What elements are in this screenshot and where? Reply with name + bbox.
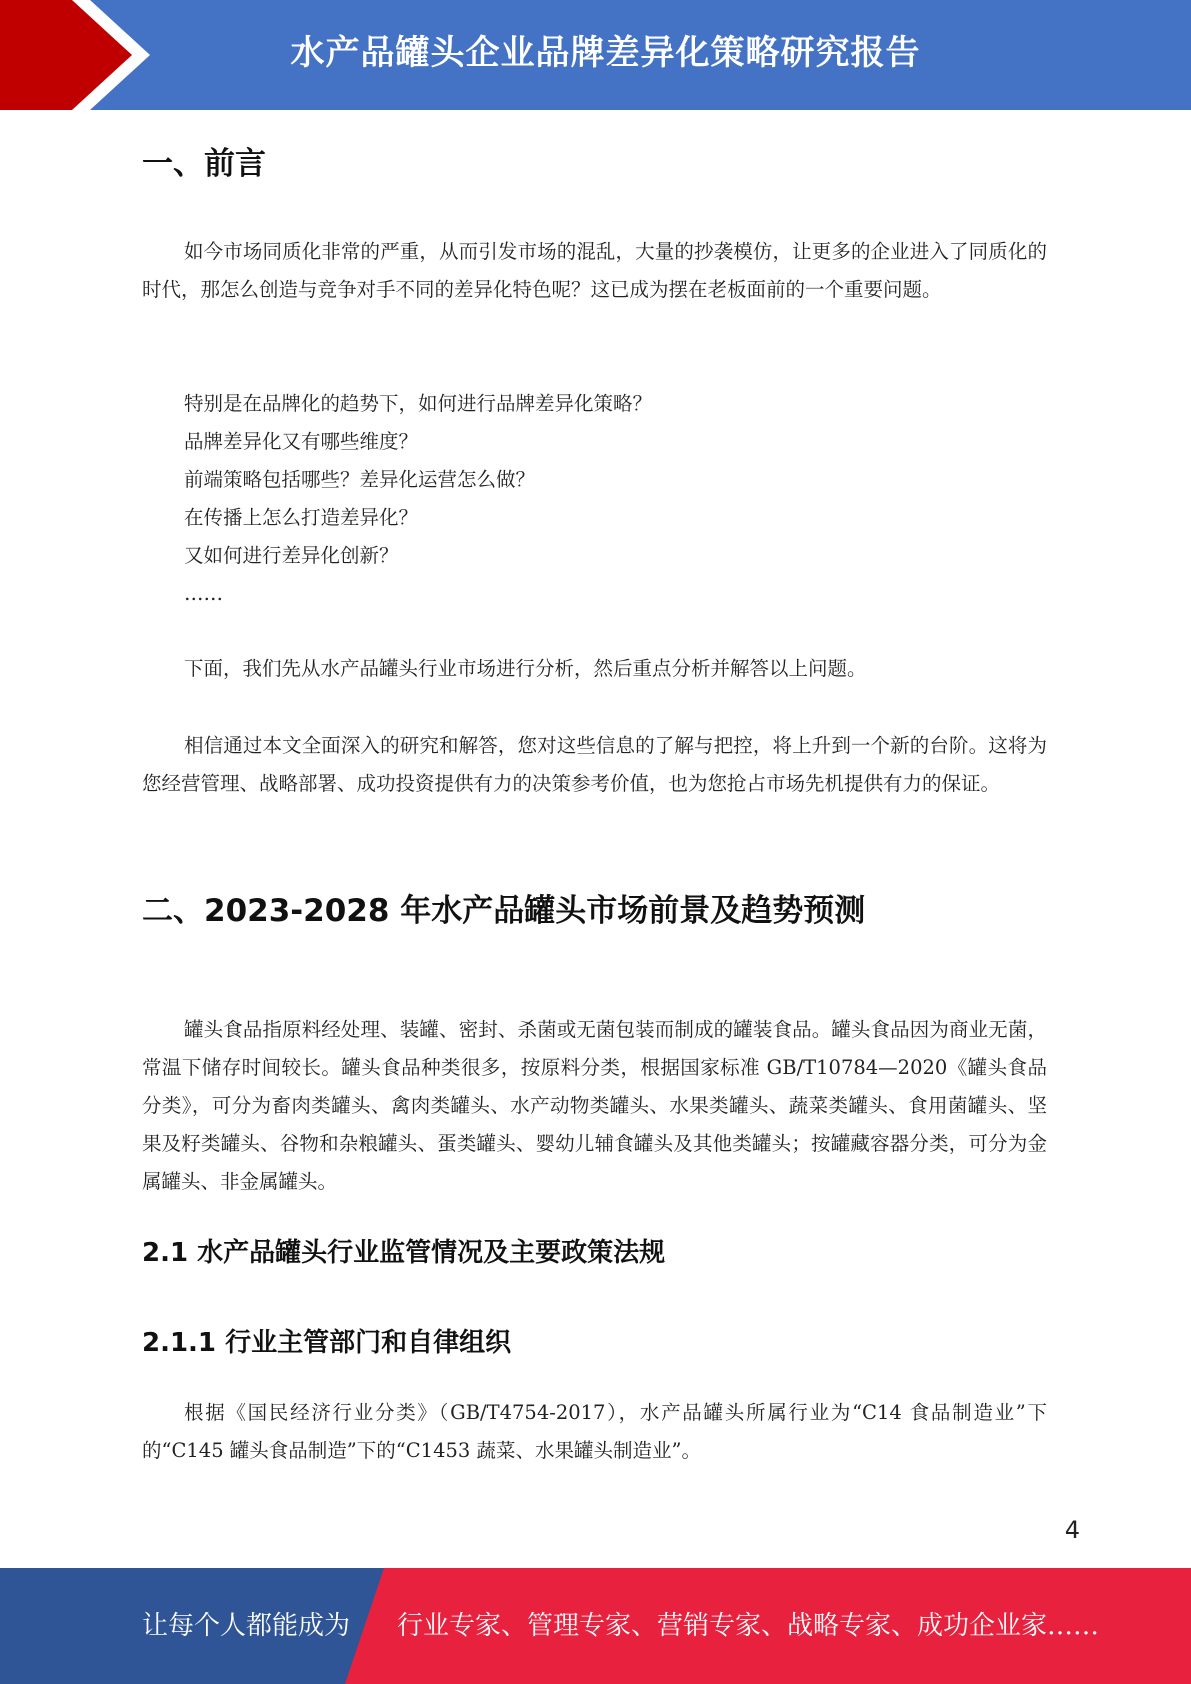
page-header-banner: [0, 0, 1191, 110]
subsection-heading-2-1-1: 2.1.1 行业主管部门和自律组织: [142, 1328, 512, 1358]
preface-paragraph-1: 如今市场同质化非常的严重，从而引发市场的混乱，大量的抄袭模仿，让更多的企业进入了同质化的时代，那怎么创造与竞争对手不同的差异化特色呢？这已成为摆在老板面前的一个重要问题。: [142, 240, 1047, 301]
footer-slogan-left: 让每个人都能成为: [142, 1611, 351, 1641]
question-item: 又如何进行差异化创新？: [184, 544, 399, 567]
section-heading-preface: 一、前言: [142, 146, 266, 182]
subsection-heading-2-1: 2.1 水产品罐头行业监管情况及主要政策法规: [142, 1238, 666, 1268]
section-heading-forecast: 二、2023-2028 年水产品罐头市场前景及趋势预测: [142, 893, 866, 929]
page-footer-banner: [0, 1568, 1191, 1684]
question-item: 在传播上怎么打造差异化？: [184, 506, 419, 529]
question-item: 品牌差异化又有哪些维度？: [184, 430, 419, 453]
forecast-paragraph-1: 罐头食品指原料经处理、装罐、密封、杀菌或无菌包装而制成的罐装食品。罐头食品因为商业无菌，常温下储存时间较长。罐头食品种类很多，按原料分类，根据国家标准 GB/T10784—2020《罐头食品分类》，可分为畜肉类罐头、禽肉类罐头、水产动物类罐头、水果类罐头、蔬菜类罐头、食用菌罐头、坚果及籽类罐头、谷物和杂粮罐头、蛋类罐头、婴幼儿辅食罐头及其他类罐头；按罐藏容器分类，可分为金属罐头、非金属罐头。: [142, 1018, 1047, 1193]
report-title: 水产品罐头企业品牌差异化策略研究报告: [290, 33, 921, 73]
question-list: [184, 385, 652, 613]
preface-paragraph-2: 下面，我们先从水产品罐头行业市场进行分析，然后重点分析并解答以上问题。: [184, 657, 867, 680]
page-number: 4: [1064, 1516, 1080, 1544]
preface-paragraph-3: 相信通过本文全面深入的研究和解答，您对这些信息的了解与把控，将上升到一个新的台阶。这将为您经营管理、战略部署、成功投资提供有力的决策参考价值，也为您抢占市场先机提供有力的保证。: [142, 734, 1047, 795]
footer-slogan-right: 行业专家、管理专家、营销专家、战略专家、成功企业家……: [397, 1611, 1100, 1641]
question-item: 特别是在品牌化的趋势下，如何进行品牌差异化策略？: [184, 392, 653, 415]
question-item: 前端策略包括哪些？差异化运营怎么做？: [184, 468, 536, 491]
forecast-paragraph-2: 根据《国民经济行业分类》（GB/T4754-2017），水产品罐头所属行业为“C14 食品制造业”下的“C145 罐头食品制造”下的“C1453 蔬菜、水果罐头制造业”。: [142, 1401, 1047, 1462]
question-item: ……: [184, 582, 223, 605]
